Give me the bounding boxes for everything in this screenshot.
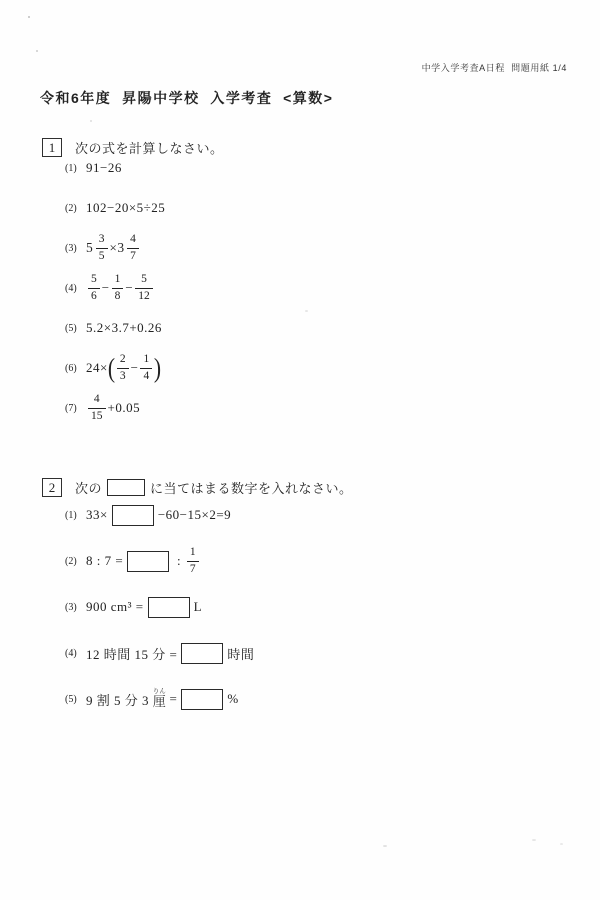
mixed-number [117,233,141,262]
fraction-denominator: 3 [119,370,126,382]
fraction-numerator: 4 [88,393,106,408]
math-text: 12 時間 15 分 = [86,646,178,662]
problem-row [65,630,562,676]
math-text: 次の [75,481,103,496]
problem-expression [86,546,201,575]
problem-list [65,492,562,722]
parenthesis: ) [154,352,162,383]
scan-speck [532,839,536,841]
fraction-denominator: 4 [143,370,150,382]
problem-row [65,308,562,348]
math-text: : [173,553,185,568]
math-text: 次の式を計算しなさい。 [75,141,224,156]
problem-expression [86,200,165,216]
problem-list [65,148,562,428]
problem-label: (4) [65,282,77,294]
math-text: 24× [86,360,108,375]
fraction-numerator: 1 [140,353,152,368]
section-number-box: 1 [42,138,62,157]
math-text: 33× [86,507,108,522]
problem-expression [86,233,141,262]
answer-box [148,597,190,618]
problem-row [65,228,562,268]
page-title: 令和6年度 昇陽中学校 入学考査 <算数> [40,90,334,106]
fraction [117,353,129,382]
fraction [127,233,139,262]
problem-expression [86,273,155,302]
fraction-numerator: 1 [112,273,124,288]
scan-speck [305,310,308,312]
math-text: − [101,280,110,295]
section-1 [42,138,562,428]
answer-box [112,505,154,526]
problem-expression [86,597,202,618]
problem-expression [86,160,122,176]
math-text: 91−26 [86,160,122,175]
fraction-numerator: 3 [96,233,108,248]
problem-label: (2) [65,202,77,214]
problem-label: (5) [65,322,77,334]
fraction-numerator: 1 [187,546,199,561]
problem-row [65,388,562,428]
problem-row [65,676,562,722]
parenthesis: ( [107,352,115,383]
section-2 [42,478,562,722]
ruby-annotated-kanji: 厘りん [152,688,166,709]
math-text: 102−20×5÷25 [86,200,166,215]
section-number-box: 2 [42,478,62,497]
scan-speck [383,845,387,847]
problem-expression [86,393,140,422]
math-text: % [227,691,239,706]
math-text: 8 : 7 = [86,553,124,568]
answer-box [127,551,169,572]
math-text: × [109,240,118,255]
math-text: = [165,691,178,706]
fraction [187,546,199,575]
math-text: 9 割 5 分 3 [86,692,153,708]
fraction [96,233,108,262]
problem-label: (3) [65,242,77,254]
section-instruction [75,478,353,497]
fraction-numerator: 5 [88,273,100,288]
scan-speck [28,16,30,18]
problem-expression [86,643,254,664]
scan-speck [560,843,563,845]
fraction-denominator: 8 [114,290,121,302]
fraction [88,273,100,302]
fraction [88,393,106,422]
math-text: に当てはまる数字を入れなさい。 [150,481,353,496]
answer-box [181,643,223,664]
scan-speck [90,120,92,122]
mixed-number [86,233,110,262]
problem-label: (4) [65,647,77,659]
answer-box [107,479,145,496]
problem-label: (3) [65,601,77,613]
problem-row [65,268,562,308]
math-text: −60−15×2=9 [157,507,232,522]
problem-row [65,492,562,538]
math-text: 5.2×3.7+0.26 [86,320,162,335]
whole-number: 3 [117,240,125,255]
problem-expression [86,320,162,336]
fraction [140,353,152,382]
math-text: 900 cm³ = [86,599,144,614]
problem-row [65,538,562,584]
problem-label: (7) [65,402,77,414]
problem-label: (5) [65,693,77,705]
math-text: +0.05 [107,400,141,415]
math-text: − [125,280,134,295]
math-text: − [130,360,139,375]
fraction-denominator: 15 [91,410,103,422]
scan-speck [36,50,38,52]
math-text: L [193,599,203,614]
fraction [112,273,124,302]
fraction-numerator: 4 [127,233,139,248]
problem-expression [86,505,231,526]
section-instruction [75,138,224,157]
fraction-denominator: 12 [138,290,150,302]
problem-label: (1) [65,509,77,521]
whole-number: 5 [86,240,93,255]
fraction-numerator: 2 [117,353,129,368]
fraction-numerator: 5 [135,273,153,288]
math-text: 時間 [227,646,255,662]
fraction [135,273,153,302]
problem-row [65,188,562,228]
answer-box [181,689,223,710]
problem-row [65,348,562,388]
fraction-denominator: 7 [130,250,136,262]
fraction-denominator: 6 [91,290,97,302]
fraction-denominator: 7 [189,563,196,575]
page-header-label: 中学入学考査A日程 問題用紙 1/4 [421,63,567,73]
fraction-denominator: 5 [98,250,105,262]
problem-label: (2) [65,555,77,567]
problem-row [65,584,562,630]
problem-label: (1) [65,162,77,174]
problem-expression [86,688,239,710]
problem-label: (6) [65,362,77,374]
problem-expression [86,353,161,382]
